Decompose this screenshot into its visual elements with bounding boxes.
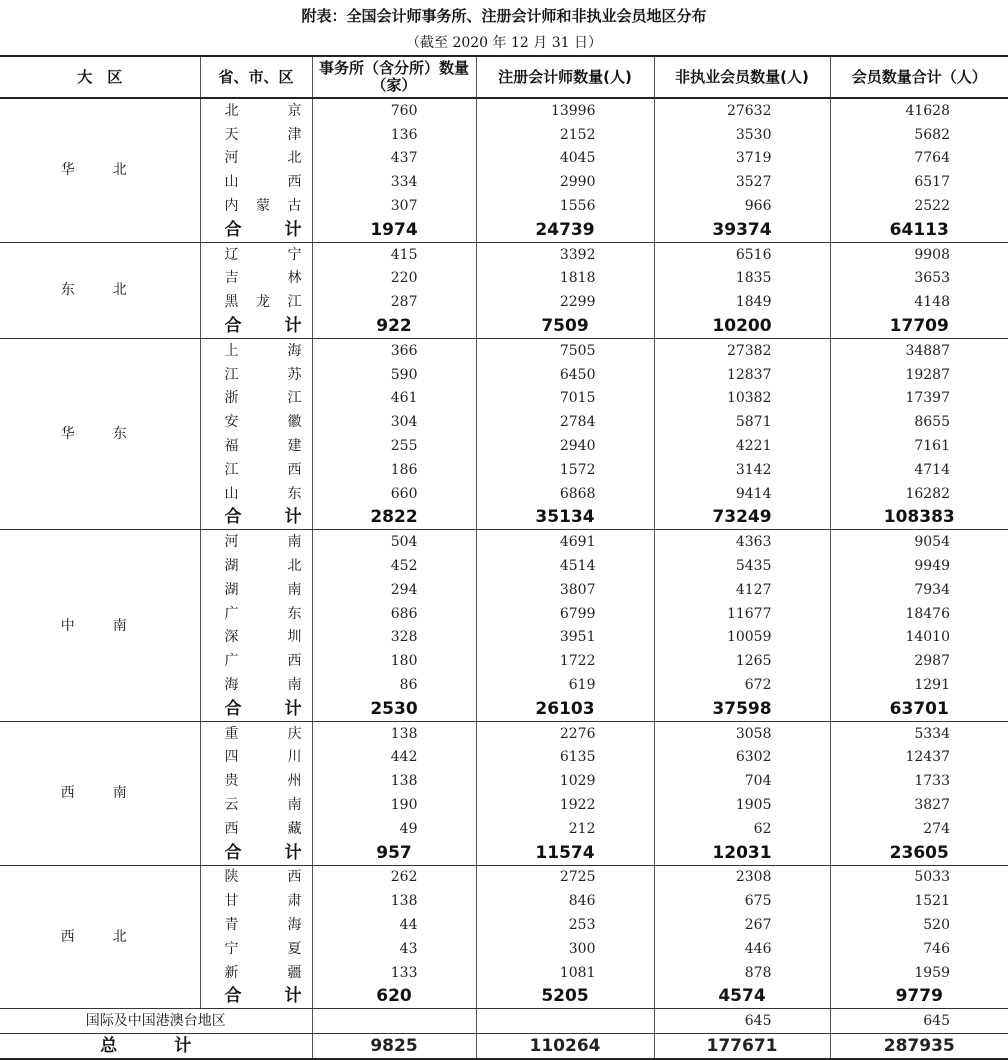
value-cell: 10059	[654, 626, 830, 650]
value-cell: 5682	[830, 123, 1008, 147]
distribution-table	[0, 55, 1008, 1060]
value-cell: 2152	[476, 123, 654, 147]
province-name: 重 庆	[200, 721, 312, 745]
value-cell: 287	[312, 290, 476, 314]
subtotal-value: 24739	[476, 218, 654, 242]
value-cell: 4127	[654, 578, 830, 602]
value-cell: 136	[312, 123, 476, 147]
value-cell: 1959	[830, 961, 1008, 985]
value-cell: 760	[312, 98, 476, 123]
header-total-members: 会员数量合计（人）	[830, 56, 1008, 98]
value-cell: 16282	[830, 482, 1008, 506]
value-cell: 10382	[654, 387, 830, 411]
table-title: 附表：全国会计师事务所、注册会计师和非执业会员地区分布	[301, 7, 707, 25]
value-cell: 4514	[476, 554, 654, 578]
value-cell: 253	[476, 913, 654, 937]
value-cell: 27382	[654, 338, 830, 362]
value-cell: 43	[312, 937, 476, 961]
header-firms: 事务所（含分所）数量（家）	[312, 56, 476, 98]
grand-total-value: 110264	[476, 1034, 654, 1059]
value-cell: 328	[312, 626, 476, 650]
value-cell: 4221	[654, 434, 830, 458]
value-cell: 267	[654, 913, 830, 937]
header-province: 省、市、区	[200, 56, 312, 98]
value-cell: 686	[312, 602, 476, 626]
value-cell: 44	[312, 913, 476, 937]
international-value	[476, 1009, 654, 1034]
region-name: 西 南	[0, 721, 200, 865]
subtotal-value: 4574	[654, 984, 830, 1008]
province-name: 宁 夏	[200, 937, 312, 961]
value-cell: 660	[312, 482, 476, 506]
value-cell: 3827	[830, 793, 1008, 817]
value-cell: 672	[654, 673, 830, 697]
value-cell: 590	[312, 363, 476, 387]
value-cell: 8655	[830, 410, 1008, 434]
value-cell: 27632	[654, 98, 830, 123]
value-cell: 7161	[830, 434, 1008, 458]
value-cell: 1081	[476, 961, 654, 985]
value-cell: 6450	[476, 363, 654, 387]
region-name: 华 北	[0, 98, 200, 242]
value-cell: 704	[654, 769, 830, 793]
value-cell: 4691	[476, 530, 654, 554]
value-cell: 3719	[654, 147, 830, 171]
subtotal-label: 合 计	[200, 841, 312, 865]
province-name: 黑龙江	[200, 290, 312, 314]
province-name: 广 东	[200, 602, 312, 626]
value-cell: 138	[312, 721, 476, 745]
value-cell: 452	[312, 554, 476, 578]
province-name: 浙 江	[200, 387, 312, 411]
subtotal-value: 35134	[476, 506, 654, 530]
subtotal-value: 63701	[830, 697, 1008, 721]
value-cell: 294	[312, 578, 476, 602]
value-cell: 1922	[476, 793, 654, 817]
value-cell: 6516	[654, 242, 830, 266]
value-cell: 133	[312, 961, 476, 985]
value-cell: 4714	[830, 458, 1008, 482]
subtotal-value: 1974	[312, 218, 476, 242]
value-cell: 2299	[476, 290, 654, 314]
province-name: 海 南	[200, 673, 312, 697]
province-name: 深 圳	[200, 626, 312, 650]
value-cell: 1835	[654, 267, 830, 291]
value-cell: 9908	[830, 242, 1008, 266]
value-cell: 13996	[476, 98, 654, 123]
value-cell: 3951	[476, 626, 654, 650]
value-cell: 2308	[654, 865, 830, 889]
province-name: 青 海	[200, 913, 312, 937]
province-name: 陕 西	[200, 865, 312, 889]
subtotal-value: 620	[312, 984, 476, 1008]
value-cell: 3807	[476, 578, 654, 602]
province-name: 山 东	[200, 482, 312, 506]
value-cell: 437	[312, 147, 476, 171]
value-cell: 2725	[476, 865, 654, 889]
value-cell: 1556	[476, 194, 654, 218]
value-cell: 3530	[654, 123, 830, 147]
value-cell: 6868	[476, 482, 654, 506]
value-cell: 7015	[476, 387, 654, 411]
subtotal-label: 合 计	[200, 218, 312, 242]
value-cell: 5033	[830, 865, 1008, 889]
value-cell: 62	[654, 817, 830, 841]
value-cell: 300	[476, 937, 654, 961]
value-cell: 1849	[654, 290, 830, 314]
value-cell: 262	[312, 865, 476, 889]
value-cell: 1733	[830, 769, 1008, 793]
value-cell: 4045	[476, 147, 654, 171]
value-cell: 2940	[476, 434, 654, 458]
province-name: 福 建	[200, 434, 312, 458]
value-cell: 18476	[830, 602, 1008, 626]
value-cell: 220	[312, 267, 476, 291]
province-name: 上 海	[200, 338, 312, 362]
header-row	[0, 56, 1008, 98]
value-cell: 34887	[830, 338, 1008, 362]
subtotal-value: 10200	[654, 314, 830, 338]
value-cell: 746	[830, 937, 1008, 961]
subtotal-label: 合 计	[200, 697, 312, 721]
value-cell: 520	[830, 913, 1008, 937]
subtotal-value: 2530	[312, 697, 476, 721]
value-cell: 12837	[654, 363, 830, 387]
value-cell: 138	[312, 889, 476, 913]
province-name: 广 西	[200, 649, 312, 673]
subtotal-value: 922	[312, 314, 476, 338]
value-cell: 17397	[830, 387, 1008, 411]
value-cell: 1905	[654, 793, 830, 817]
grand-total-value: 287935	[830, 1034, 1008, 1059]
province-name: 江 西	[200, 458, 312, 482]
table-row	[0, 865, 1008, 889]
value-cell: 180	[312, 649, 476, 673]
subtotal-value: 2822	[312, 506, 476, 530]
subtotal-value: 17709	[830, 314, 1008, 338]
value-cell: 2784	[476, 410, 654, 434]
value-cell: 7764	[830, 147, 1008, 171]
value-cell: 1521	[830, 889, 1008, 913]
subtotal-label: 合 计	[200, 984, 312, 1008]
subtotal-value: 37598	[654, 697, 830, 721]
value-cell: 304	[312, 410, 476, 434]
grand-total-label: 总 计	[0, 1034, 312, 1059]
grand-total-value: 9825	[312, 1034, 476, 1059]
value-cell: 442	[312, 746, 476, 770]
header-cpas: 注册会计师数量(人)	[476, 56, 654, 98]
province-name: 山 西	[200, 170, 312, 194]
value-cell: 1818	[476, 267, 654, 291]
value-cell: 619	[476, 673, 654, 697]
value-cell: 446	[654, 937, 830, 961]
province-name: 湖 南	[200, 578, 312, 602]
province-name: 贵 州	[200, 769, 312, 793]
value-cell: 7934	[830, 578, 1008, 602]
subtotal-label: 合 计	[200, 506, 312, 530]
province-name: 北 京	[200, 98, 312, 123]
international-row	[0, 1009, 1008, 1034]
value-cell: 2276	[476, 721, 654, 745]
value-cell: 504	[312, 530, 476, 554]
value-cell: 3058	[654, 721, 830, 745]
value-cell: 6135	[476, 746, 654, 770]
table-row	[0, 721, 1008, 745]
value-cell: 1722	[476, 649, 654, 673]
value-cell: 9949	[830, 554, 1008, 578]
province-name: 辽 宁	[200, 242, 312, 266]
value-cell: 3653	[830, 267, 1008, 291]
value-cell: 1265	[654, 649, 830, 673]
value-cell: 6799	[476, 602, 654, 626]
value-cell: 3142	[654, 458, 830, 482]
international-value: 645	[830, 1009, 1008, 1034]
subtotal-value: 39374	[654, 218, 830, 242]
province-name: 甘 肃	[200, 889, 312, 913]
value-cell: 366	[312, 338, 476, 362]
value-cell: 138	[312, 769, 476, 793]
subtotal-value: 957	[312, 841, 476, 865]
value-cell: 212	[476, 817, 654, 841]
value-cell: 4148	[830, 290, 1008, 314]
subtotal-value: 11574	[476, 841, 654, 865]
value-cell: 966	[654, 194, 830, 218]
value-cell: 9054	[830, 530, 1008, 554]
value-cell: 5334	[830, 721, 1008, 745]
value-cell: 190	[312, 793, 476, 817]
value-cell: 1291	[830, 673, 1008, 697]
province-name: 内蒙古	[200, 194, 312, 218]
header-region: 大 区	[0, 56, 200, 98]
value-cell: 3392	[476, 242, 654, 266]
value-cell: 274	[830, 817, 1008, 841]
region-name: 华 东	[0, 338, 200, 529]
value-cell: 12437	[830, 746, 1008, 770]
international-value	[312, 1009, 476, 1034]
header-non-practicing: 非执业会员数量(人)	[654, 56, 830, 98]
subtotal-value: 108383	[830, 506, 1008, 530]
value-cell: 415	[312, 242, 476, 266]
subtotal-value: 26103	[476, 697, 654, 721]
value-cell: 461	[312, 387, 476, 411]
province-name: 四 川	[200, 746, 312, 770]
subtotal-value: 9779	[830, 984, 1008, 1008]
province-name: 西 藏	[200, 817, 312, 841]
value-cell: 846	[476, 889, 654, 913]
value-cell: 6302	[654, 746, 830, 770]
table-row	[0, 530, 1008, 554]
value-cell: 86	[312, 673, 476, 697]
value-cell: 878	[654, 961, 830, 985]
subtotal-value: 64113	[830, 218, 1008, 242]
value-cell: 4363	[654, 530, 830, 554]
value-cell: 186	[312, 458, 476, 482]
province-name: 天 津	[200, 123, 312, 147]
value-cell: 255	[312, 434, 476, 458]
province-name: 江 苏	[200, 363, 312, 387]
subtotal-value: 73249	[654, 506, 830, 530]
table-row	[0, 242, 1008, 266]
value-cell: 14010	[830, 626, 1008, 650]
province-name: 云 南	[200, 793, 312, 817]
province-name: 河 北	[200, 147, 312, 171]
subtotal-label: 合 计	[200, 314, 312, 338]
value-cell: 2522	[830, 194, 1008, 218]
international-label: 国际及中国港澳台地区	[0, 1009, 312, 1034]
value-cell: 1029	[476, 769, 654, 793]
province-name: 湖 北	[200, 554, 312, 578]
international-value: 645	[654, 1009, 830, 1034]
value-cell: 5435	[654, 554, 830, 578]
table-row	[0, 98, 1008, 123]
value-cell: 19287	[830, 363, 1008, 387]
province-name: 新 疆	[200, 961, 312, 985]
grand-total-row	[0, 1034, 1008, 1059]
table-subtitle: （截至 2020 年 12 月 31 日）	[406, 35, 602, 51]
region-name: 中 南	[0, 530, 200, 721]
subtotal-value: 12031	[654, 841, 830, 865]
value-cell: 3527	[654, 170, 830, 194]
province-name: 安 徽	[200, 410, 312, 434]
value-cell: 1572	[476, 458, 654, 482]
value-cell: 9414	[654, 482, 830, 506]
subtotal-value: 5205	[476, 984, 654, 1008]
value-cell: 11677	[654, 602, 830, 626]
value-cell: 6517	[830, 170, 1008, 194]
region-name: 东 北	[0, 242, 200, 338]
grand-total-value: 177671	[654, 1034, 830, 1059]
value-cell: 41628	[830, 98, 1008, 123]
province-name: 河 南	[200, 530, 312, 554]
subtotal-value: 7509	[476, 314, 654, 338]
table-row	[0, 338, 1008, 362]
province-name: 吉 林	[200, 267, 312, 291]
region-name: 西 北	[0, 865, 200, 1009]
subtotal-value: 23605	[830, 841, 1008, 865]
value-cell: 7505	[476, 338, 654, 362]
value-cell: 5871	[654, 410, 830, 434]
value-cell: 307	[312, 194, 476, 218]
value-cell: 2987	[830, 649, 1008, 673]
value-cell: 2990	[476, 170, 654, 194]
value-cell: 334	[312, 170, 476, 194]
value-cell: 675	[654, 889, 830, 913]
value-cell: 49	[312, 817, 476, 841]
table-body	[0, 98, 1008, 1059]
